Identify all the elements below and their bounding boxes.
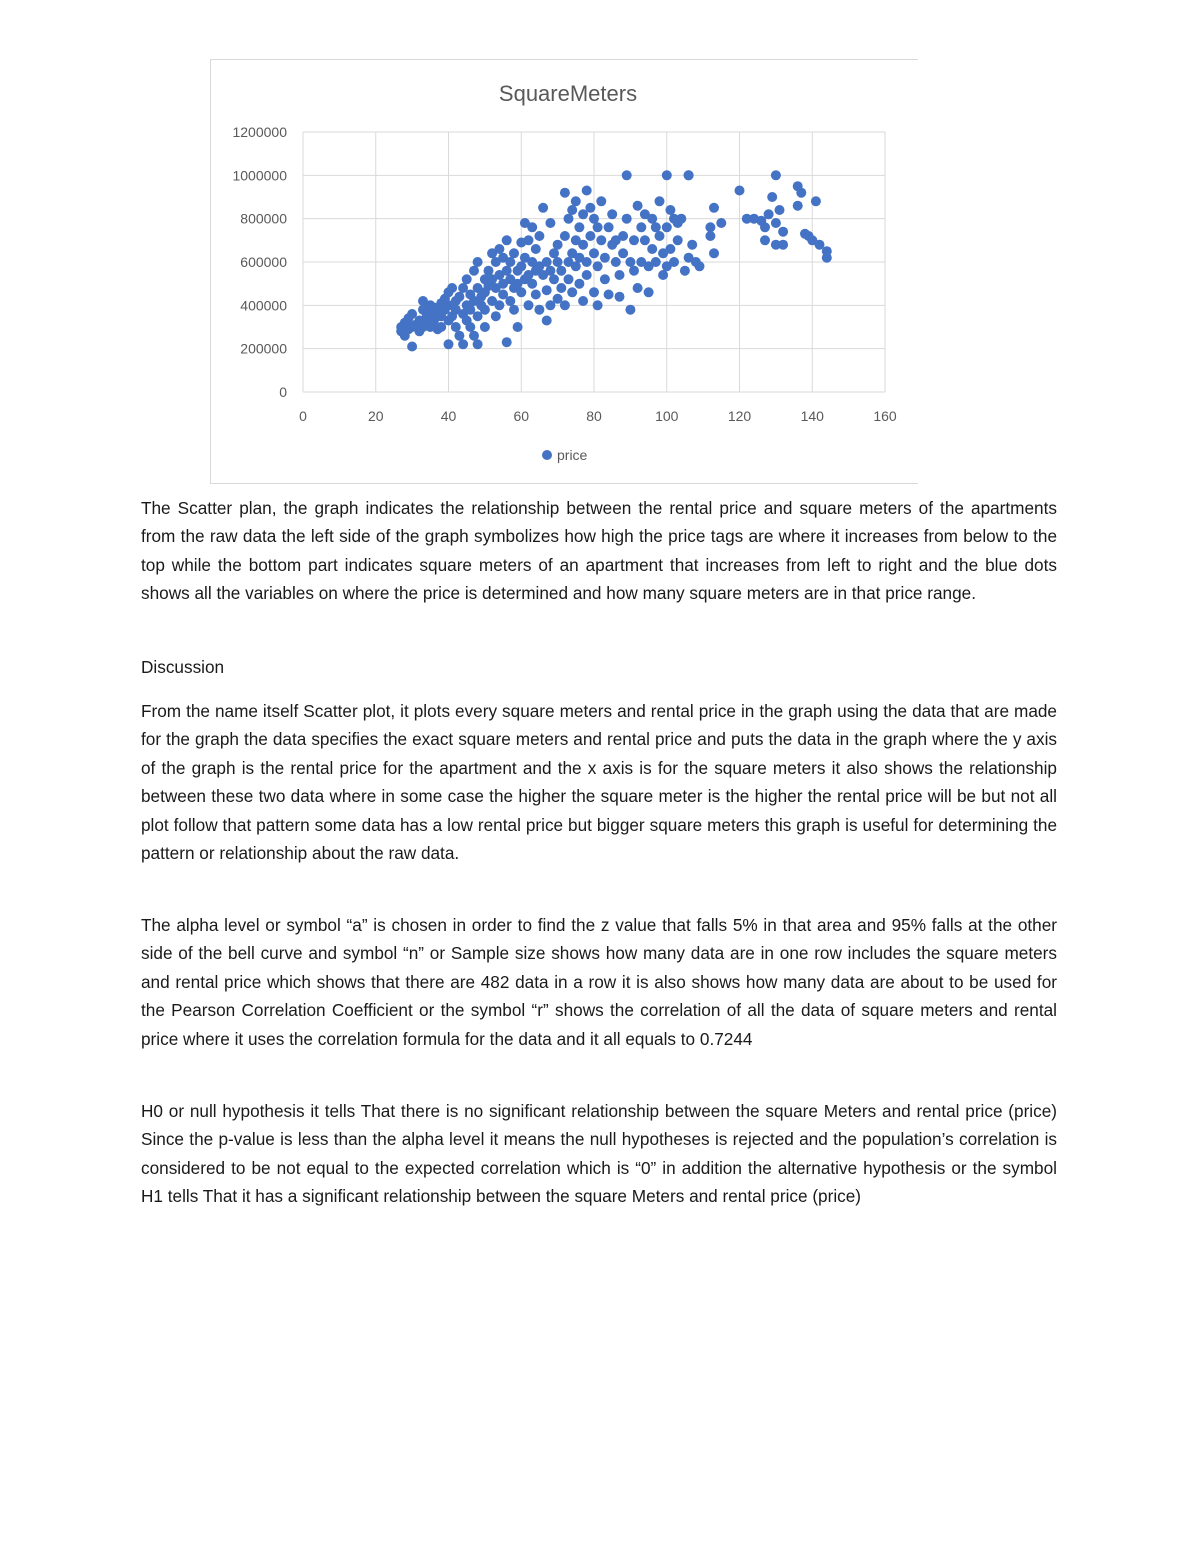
data-point <box>556 266 566 276</box>
data-point <box>622 170 632 180</box>
paragraph-scatter-description: The Scatter plan, the graph indicates the relationship between the rental price and square meters of the apartments from the raw data the left side of the graph symbolizes how high the price tags are where it increases from below to the top while the bottom part indicates square meters of an apartment that increases from left to right and the blue dots shows all the variables on where the price is determined and how many square meters are in that price range. <box>141 498 1057 604</box>
data-point <box>564 274 574 284</box>
data-point <box>542 257 552 267</box>
data-point <box>527 222 537 232</box>
data-point <box>574 222 584 232</box>
data-point <box>545 218 555 228</box>
data-point <box>695 261 705 271</box>
data-point <box>593 300 603 310</box>
data-point <box>571 196 581 206</box>
y-tick-label: 800000 <box>240 210 287 227</box>
data-point <box>462 274 472 284</box>
data-point <box>542 316 552 326</box>
data-point <box>582 270 592 280</box>
data-point <box>636 222 646 232</box>
data-point <box>516 287 526 297</box>
legend <box>542 447 588 463</box>
data-point <box>531 290 541 300</box>
data-point <box>596 235 606 245</box>
data-point <box>767 192 777 202</box>
data-point <box>484 266 494 276</box>
data-point <box>567 205 577 215</box>
data-point <box>651 222 661 232</box>
data-point <box>604 222 614 232</box>
data-point <box>567 287 577 297</box>
data-point <box>465 322 475 332</box>
y-tick-label: 400000 <box>240 297 287 314</box>
data-point <box>615 292 625 302</box>
data-point <box>651 257 661 267</box>
data-point <box>760 235 770 245</box>
data-point <box>596 196 606 206</box>
data-point <box>560 231 570 241</box>
x-tick-label: 120 <box>727 408 752 424</box>
data-point <box>760 222 770 232</box>
data-point <box>494 300 504 310</box>
data-point <box>764 209 774 219</box>
data-point <box>644 287 654 297</box>
data-point <box>625 305 635 315</box>
data-point <box>534 305 544 315</box>
x-tick-label: 160 <box>873 408 897 424</box>
x-tick-label: 100 <box>655 408 679 424</box>
x-tick-label: 140 <box>800 408 824 424</box>
x-tick-label: 60 <box>513 408 530 424</box>
data-point <box>593 261 603 271</box>
data-point <box>604 290 614 300</box>
data-point <box>509 305 519 315</box>
data-point <box>796 188 806 198</box>
data-point <box>607 209 617 219</box>
data-point <box>665 205 675 215</box>
data-point <box>585 231 595 241</box>
data-point <box>502 235 512 245</box>
y-tick-label: 1000000 <box>232 167 287 184</box>
data-point <box>647 214 657 224</box>
data-point <box>625 257 635 267</box>
data-point <box>545 266 555 276</box>
data-point <box>458 339 468 349</box>
data-point <box>469 331 479 341</box>
data-point <box>516 261 526 271</box>
data-point <box>578 296 588 306</box>
data-point <box>585 203 595 213</box>
x-tick-label: 40 <box>440 408 457 424</box>
data-point <box>454 292 464 302</box>
data-point <box>684 170 694 180</box>
data-point <box>527 279 537 289</box>
data-point <box>505 296 515 306</box>
data-point <box>705 222 715 232</box>
data-point <box>560 300 570 310</box>
data-points <box>396 170 832 351</box>
data-point <box>709 203 719 213</box>
data-point <box>582 257 592 267</box>
gridlines <box>303 132 885 392</box>
x-tick-label: 80 <box>586 408 602 424</box>
data-point <box>509 248 519 258</box>
data-point <box>687 240 697 250</box>
data-point <box>662 222 672 232</box>
x-tick-label: 0 <box>299 408 307 424</box>
data-point <box>771 170 781 180</box>
data-point <box>491 311 501 321</box>
data-point <box>505 257 515 267</box>
data-point <box>716 218 726 228</box>
data-point <box>775 205 785 215</box>
y-axis-ticks <box>232 124 287 400</box>
y-tick-label: 0 <box>279 384 287 400</box>
data-point <box>473 339 483 349</box>
data-point <box>735 186 745 196</box>
data-point <box>673 235 683 245</box>
data-point <box>553 257 563 267</box>
data-point <box>447 283 457 293</box>
data-point <box>822 246 832 256</box>
data-point <box>811 196 821 206</box>
data-point <box>669 257 679 267</box>
data-point <box>589 214 599 224</box>
data-point <box>709 248 719 258</box>
data-point <box>451 322 461 332</box>
data-point <box>655 231 665 241</box>
data-point <box>633 283 643 293</box>
data-point <box>553 240 563 250</box>
data-point <box>600 253 610 263</box>
data-point <box>633 201 643 211</box>
data-point <box>574 279 584 289</box>
data-point <box>542 285 552 295</box>
data-point <box>647 244 657 254</box>
data-point <box>705 231 715 241</box>
data-point <box>502 266 512 276</box>
data-point <box>589 248 599 258</box>
data-point <box>615 270 625 280</box>
scatter-chart <box>210 59 918 484</box>
legend-label: price <box>557 447 588 463</box>
data-point <box>618 231 628 241</box>
data-point <box>524 235 534 245</box>
y-tick-label: 200000 <box>240 340 287 357</box>
y-tick-label: 600000 <box>240 254 287 270</box>
data-point <box>662 170 672 180</box>
data-point <box>793 201 803 211</box>
data-point <box>480 305 490 315</box>
data-point <box>473 257 483 267</box>
data-point <box>658 270 668 280</box>
data-point <box>578 240 588 250</box>
data-point <box>593 222 603 232</box>
data-point <box>571 261 581 271</box>
paragraph-alpha-level: The alpha level or symbol “a” is chosen in order to find the z value that falls 5% in that area and 95% falls at the other side of the bell curve and symbol “n” or Sample size shows how many data are in one row includes the square meters and rental price which shows that there are 482 data in a row it is also shows how many data are about to be used for the Pearson Correlation Coefficient or the symbol “r” shows the correlation of all the data of square meters and rental price where it uses the correlation formula for the data and it all equals to 0.7244 <box>141 915 1057 1049</box>
data-point <box>589 287 599 297</box>
chart-title: SquareMeters <box>498 81 638 106</box>
data-point <box>655 196 665 206</box>
data-point <box>556 283 566 293</box>
data-point <box>778 227 788 237</box>
data-point <box>444 339 454 349</box>
data-point <box>582 186 592 196</box>
data-point <box>665 244 675 254</box>
data-point <box>502 337 512 347</box>
data-point <box>469 266 479 276</box>
paragraph-hypothesis: H0 or null hypothesis it tells That there is no significant relationship between the square Meters and rental price (price) Since the p-value is less than the alpha level it means the null hypotheses is rejected and the population’s correlation is considered to be not equal to the expected correlation which is “0” in addition the alternative hypothesis or the symbol H1 tells That it has a significant relationship between the square Meters and rental price (price) <box>141 1101 1057 1207</box>
data-point <box>640 235 650 245</box>
legend-marker <box>542 450 552 460</box>
data-point <box>600 274 610 284</box>
data-point <box>480 322 490 332</box>
data-point <box>538 203 548 213</box>
data-point <box>676 214 686 224</box>
data-point <box>524 300 534 310</box>
data-point <box>494 244 504 254</box>
x-axis-ticks <box>299 408 897 424</box>
data-point <box>564 214 574 224</box>
paragraph-discussion: From the name itself Scatter plot, it plots every square meters and rental price in the graph using the data that are made for the graph the data specifies the exact square meters and rental price and puts the data in the graph where the y axis of the graph is the rental price for the apartment and the x axis is for the square meters it also shows the relationship between these two data where in some case the higher the square meter is the higher the rental price will be but not all plot follow that pattern some data has a low rental price but bigger square meters this graph is useful for determining the pattern or relationship about the raw data. <box>141 701 1057 864</box>
data-point <box>778 240 788 250</box>
chart-canvas <box>211 60 919 485</box>
data-point <box>680 266 690 276</box>
data-point <box>560 188 570 198</box>
data-point <box>629 266 639 276</box>
data-point <box>454 331 464 341</box>
data-point <box>531 244 541 254</box>
data-point <box>622 214 632 224</box>
x-tick-label: 20 <box>367 408 384 424</box>
discussion-heading: Discussion <box>141 657 225 677</box>
data-point <box>629 235 639 245</box>
data-point <box>618 248 628 258</box>
data-point <box>534 231 544 241</box>
y-tick-label: 1200000 <box>232 124 287 140</box>
data-point <box>549 274 559 284</box>
data-point <box>513 322 523 332</box>
data-point <box>611 257 621 267</box>
data-point <box>771 218 781 228</box>
data-point <box>549 248 559 258</box>
data-point <box>407 342 417 352</box>
